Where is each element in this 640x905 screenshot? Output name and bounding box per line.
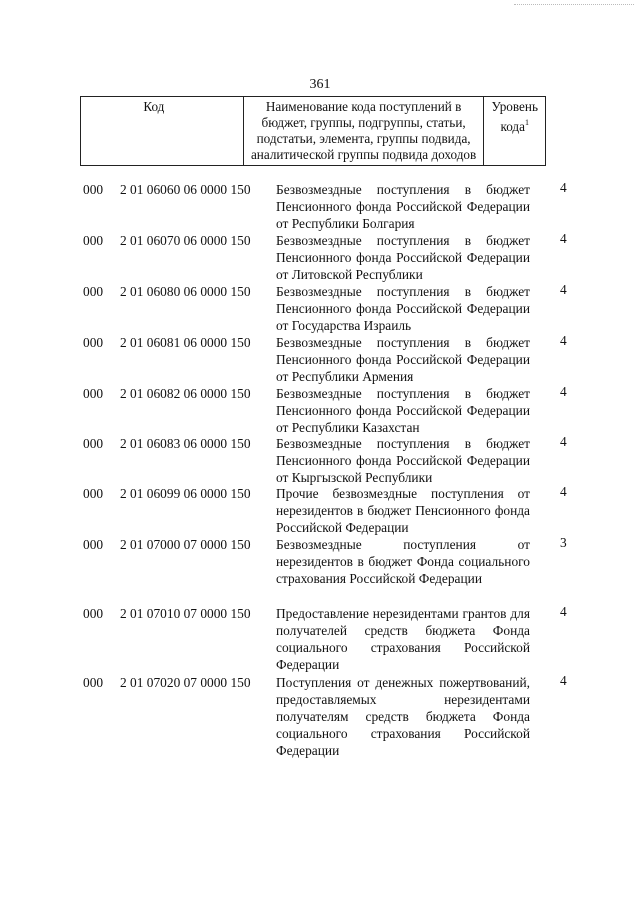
header-name: Наименование кода поступлений в бюджет, группы, подгруппы, статьи, подстатьи, элемента, группы подвида, аналитической группы подвида доходов	[243, 97, 484, 166]
table-header	[80, 96, 546, 166]
row-code: 2 01 06070 06 0000 150	[120, 233, 251, 248]
table-row	[0, 385, 640, 435]
row-code: 2 01 06080 06 0000 150	[120, 284, 251, 299]
row-level: 3	[560, 535, 567, 550]
row-level: 4	[560, 604, 567, 619]
header-level	[484, 97, 546, 166]
row-name: Безвозмездные поступления в бюджет Пенсионного фонда Российской Федерации от Государства Израиль	[276, 284, 530, 333]
row-level: 4	[560, 384, 567, 399]
row-level: 4	[560, 484, 567, 499]
row-name: Безвозмездные поступления от нерезидентов в бюджет Фонда социального страхования Российской Федерации	[276, 537, 530, 586]
row-name: Безвозмездные поступления в бюджет Пенсионного фонда Российской Федерации от Кыргызской Республики	[276, 436, 530, 485]
table-row	[0, 334, 640, 385]
row-code: 2 01 07020 07 0000 150	[120, 675, 251, 690]
row-code: 2 01 06099 06 0000 150	[120, 486, 251, 501]
row-level: 4	[560, 434, 567, 449]
row-prefix: 000	[83, 486, 104, 501]
row-prefix: 000	[83, 335, 104, 350]
footnote-mark: 1	[525, 118, 529, 127]
row-prefix: 000	[83, 675, 104, 690]
row-prefix: 000	[83, 606, 104, 621]
row-code: 2 01 07000 07 0000 150	[120, 537, 251, 552]
table-row	[0, 605, 640, 674]
header-level-text: Уровень	[491, 99, 538, 114]
row-name: Безвозмездные поступления в бюджет Пенсионного фонда Российской Федерации от Республики Казахстан	[276, 386, 530, 435]
row-level: 4	[560, 282, 567, 297]
row-level: 4	[560, 231, 567, 246]
row-prefix: 000	[83, 284, 104, 299]
table-row	[0, 674, 640, 764]
row-code: 2 01 06081 06 0000 150	[120, 335, 251, 350]
row-code: 2 01 06082 06 0000 150	[120, 386, 251, 401]
row-level: 4	[560, 180, 567, 195]
row-code: 2 01 07010 07 0000 150	[120, 606, 251, 621]
table-row	[0, 181, 640, 232]
page-number: 361	[309, 77, 331, 92]
row-name: Предоставление нерезидентами грантов для получателей средств бюджета Фонда социального страхования Российской Федерации	[276, 606, 530, 672]
row-name: Поступления от денежных пожертвований, предоставляемых нерезидентами получателям средств бюджета Фонда социального страхования Российской Федерации	[276, 675, 530, 758]
table-row	[0, 435, 640, 485]
row-code: 2 01 06083 06 0000 150	[120, 436, 251, 451]
table-row	[0, 232, 640, 283]
table-row	[0, 485, 640, 536]
row-prefix: 000	[83, 182, 104, 197]
row-name: Безвозмездные поступления в бюджет Пенсионного фонда Российской Федерации от Республики Болгария	[276, 182, 530, 231]
row-code: 2 01 06060 06 0000 150	[120, 182, 251, 197]
row-prefix: 000	[83, 386, 104, 401]
table-row	[0, 283, 640, 334]
table-row	[0, 536, 640, 605]
scan-artifact	[514, 4, 634, 7]
row-level: 4	[560, 333, 567, 348]
row-prefix: 000	[83, 436, 104, 451]
row-level: 4	[560, 673, 567, 688]
row-name: Безвозмездные поступления в бюджет Пенсионного фонда Российской Федерации от Республики Армения	[276, 335, 530, 384]
header-level-code: кода	[500, 119, 525, 134]
row-prefix: 000	[83, 537, 104, 552]
header-code: Код	[81, 97, 244, 166]
row-name: Прочие безвозмездные поступления от нерезидентов в бюджет Пенсионного фонда Российской Федерации	[276, 486, 530, 535]
row-prefix: 000	[83, 233, 104, 248]
code-list	[0, 181, 640, 764]
row-name: Безвозмездные поступления в бюджет Пенсионного фонда Российской Федерации от Литовской Республики	[276, 233, 530, 282]
